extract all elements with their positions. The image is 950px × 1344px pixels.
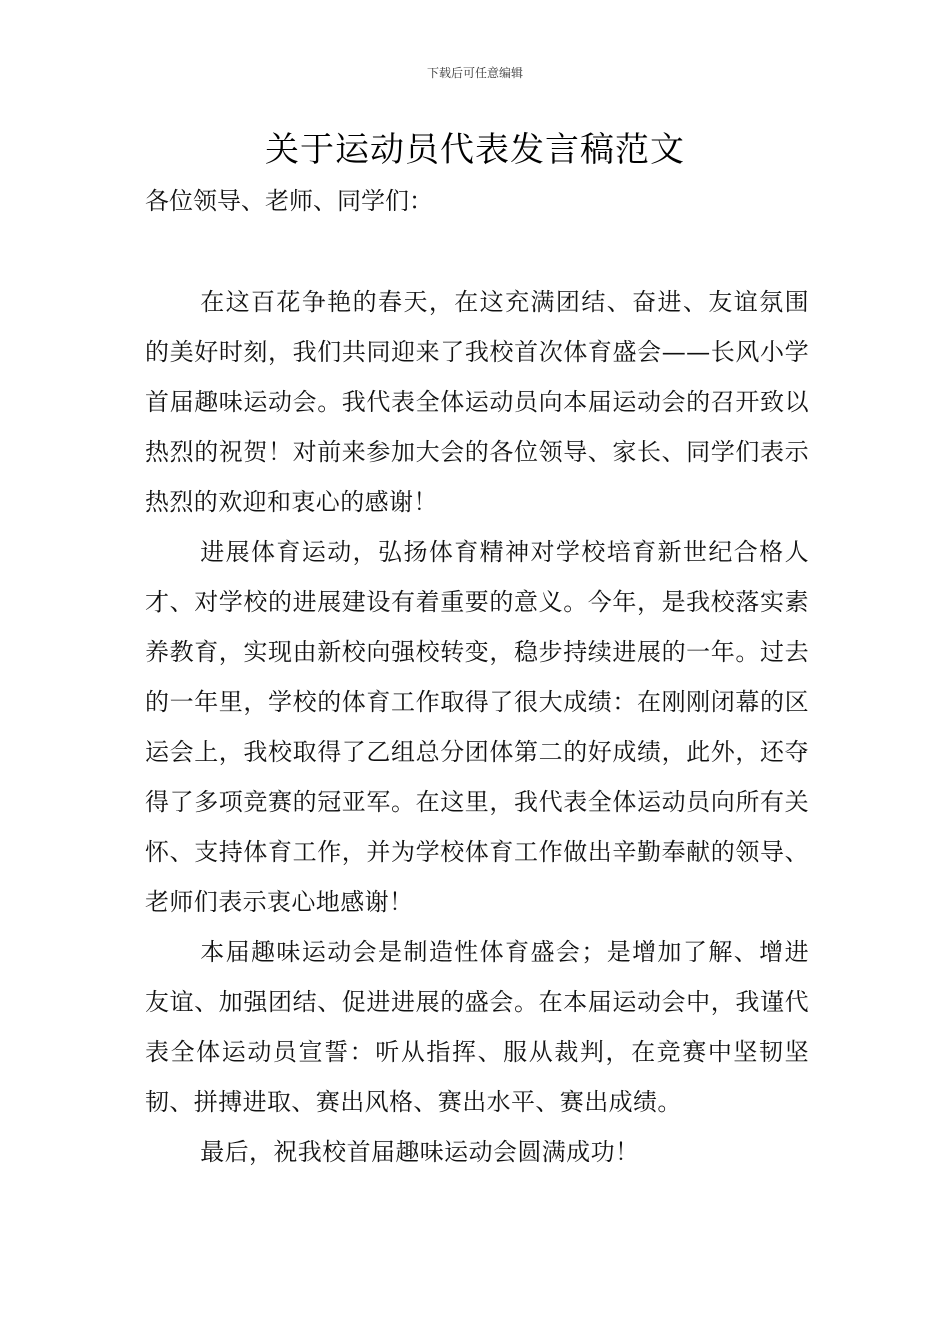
paragraph-oath: 本届趣味运动会是制造性体育盛会；是增加了解、增进友谊、加强团结、促进进展的盛会。在本届运动会中，我谨代表全体运动员宣誓：听从指挥、服从裁判，在竞赛中坚韧坚韧、拼搏进取、赛出风格、赛出水平、赛出成绩。 — [145, 938, 809, 1116]
paragraph-achievements: 进展体育运动，弘扬体育精神对学校培育新世纪合格人才、对学校的进展建设有着重要的意义。今年，是我校落实素养教育，实现由新校向强校转变，稳步持续进展的一年。过去的一年里，学校的体育工作取得了很大成绩：在刚刚闭幕的区运会上，我校取得了乙组总分团体第二的好成绩，此外，还夺得了多项竞赛的冠亚军。在这里，我代表全体运动员向所有关怀、支持体育工作，并为学校体育工作做出辛勤奉献的领导、老师们表示衷心地感谢！ — [145, 538, 809, 916]
salutation: 各位领导、老师、同学们： — [145, 187, 433, 215]
paragraph-closing: 最后，祝我校首届趣味运动会圆满成功！ — [200, 1138, 640, 1166]
paragraph-opening: 在这百花争艳的春天，在这充满团结、奋进、友谊氛围的美好时刻，我们共同迎来了我校首次体育盛会——长风小学首届趣味运动会。我代表全体运动员向本届运动会的召开致以热烈的祝贺！对前来参加大会的各位领导、家长、同学们表示热烈的欢迎和衷心的感谢！ — [145, 288, 809, 516]
header-note: 下载后可任意编辑 — [426, 66, 523, 80]
speech-body — [145, 277, 809, 1177]
document-title: 关于运动员代表发言稿范文 — [265, 130, 685, 170]
